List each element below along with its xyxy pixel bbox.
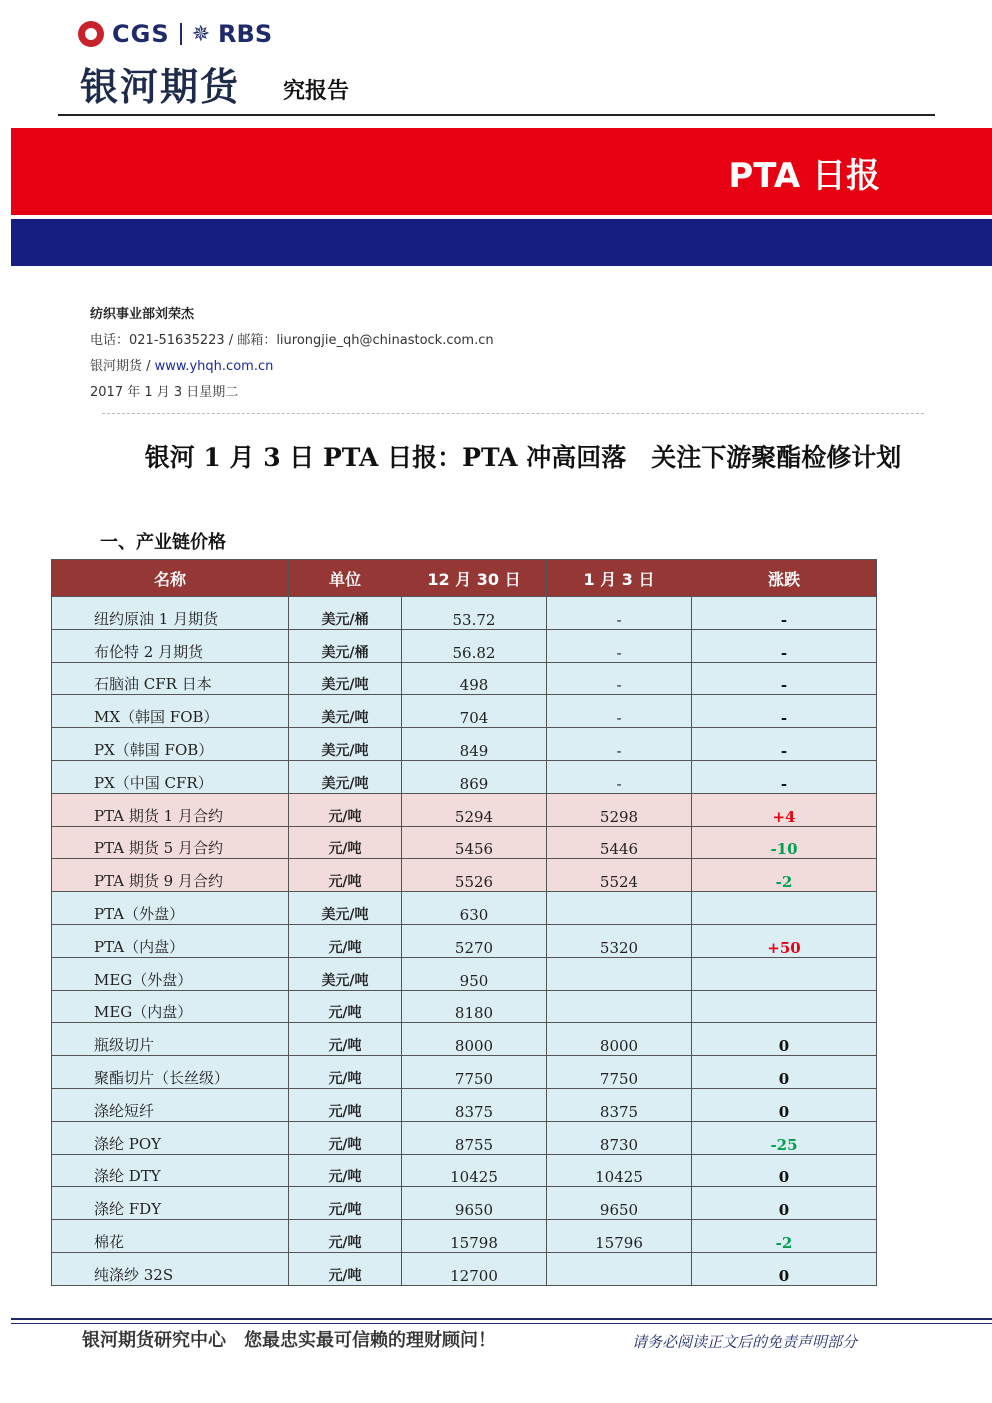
cell-change: 0 xyxy=(692,1023,877,1056)
table-row xyxy=(52,1023,877,1056)
cell-change: - xyxy=(692,728,877,761)
cell-name: PTA 期货 9 月合约 xyxy=(52,859,289,892)
cell-name: 涤纶 POY xyxy=(52,1121,289,1154)
cell-prev: 8000 xyxy=(402,1023,547,1056)
header-prev-date: 12 月 30 日 xyxy=(402,560,547,597)
cell-name: PTA 期货 5 月合约 xyxy=(52,826,289,859)
cell-curr xyxy=(547,1252,692,1285)
cell-unit: 元/吨 xyxy=(289,1220,402,1253)
header-divider xyxy=(58,114,935,116)
logo-divider xyxy=(180,23,182,45)
cell-curr xyxy=(547,892,692,925)
cell-curr: 15796 xyxy=(547,1220,692,1253)
table-row xyxy=(52,1121,877,1154)
table-row xyxy=(52,924,877,957)
cell-change: -25 xyxy=(692,1121,877,1154)
cell-unit: 美元/吨 xyxy=(289,760,402,793)
cell-curr: 8000 xyxy=(547,1023,692,1056)
table-body xyxy=(52,597,877,1286)
table-row xyxy=(52,1252,877,1285)
cell-curr: 5320 xyxy=(547,924,692,957)
cell-change xyxy=(692,990,877,1023)
cell-name: 棉花 xyxy=(52,1220,289,1253)
cell-name: 涤纶 DTY xyxy=(52,1154,289,1187)
cell-name: 石脑油 CFR 日本 xyxy=(52,662,289,695)
author-block xyxy=(90,302,494,406)
cell-unit: 元/吨 xyxy=(289,1154,402,1187)
cell-unit: 美元/吨 xyxy=(289,662,402,695)
header-change: 涨跌 xyxy=(692,560,877,597)
cell-curr: - xyxy=(547,662,692,695)
table-row xyxy=(52,1056,877,1089)
cell-curr: - xyxy=(547,597,692,630)
title-banner xyxy=(11,128,992,215)
cell-name: PX（韩国 FOB） xyxy=(52,728,289,761)
table-row xyxy=(52,629,877,662)
author-dept: 纺织事业部刘荣杰 xyxy=(90,307,195,322)
cell-name: 纽约原油 1 月期货 xyxy=(52,597,289,630)
cell-name: 聚酯切片（长丝级） xyxy=(52,1056,289,1089)
rbs-logo-icon: ✵ xyxy=(191,21,211,47)
cell-prev: 56.82 xyxy=(402,629,547,662)
banner-title: PTA 日报 xyxy=(728,156,880,196)
table-row xyxy=(52,859,877,892)
cell-name: 涤纶短纤 xyxy=(52,1088,289,1121)
footer-divider xyxy=(11,1318,992,1320)
report-date: 2017 年 1 月 3 日星期二 xyxy=(90,385,239,400)
cell-change: - xyxy=(692,662,877,695)
cell-change: - xyxy=(692,597,877,630)
cell-change: +4 xyxy=(692,793,877,826)
cell-unit: 美元/吨 xyxy=(289,728,402,761)
logo xyxy=(78,20,272,48)
cell-curr: - xyxy=(547,760,692,793)
footer-disclaimer: 请务必阅读正文后的免责声明部分 xyxy=(632,1333,858,1351)
header-unit: 单位 xyxy=(289,560,402,597)
header-curr-date: 1 月 3 日 xyxy=(547,560,692,597)
cell-prev: 7750 xyxy=(402,1056,547,1089)
cell-prev: 498 xyxy=(402,662,547,695)
cell-unit: 元/吨 xyxy=(289,1187,402,1220)
cell-curr: 7750 xyxy=(547,1056,692,1089)
table-row xyxy=(52,662,877,695)
cell-change xyxy=(692,957,877,990)
cell-curr: 5446 xyxy=(547,826,692,859)
cell-change: - xyxy=(692,760,877,793)
table-row xyxy=(52,1088,877,1121)
cell-curr: 10425 xyxy=(547,1154,692,1187)
cell-change: 0 xyxy=(692,1154,877,1187)
cell-unit: 美元/桶 xyxy=(289,597,402,630)
cell-change: -2 xyxy=(692,859,877,892)
table-row xyxy=(52,597,877,630)
cell-unit: 元/吨 xyxy=(289,990,402,1023)
cell-unit: 美元/吨 xyxy=(289,892,402,925)
report-type: 究报告 xyxy=(283,79,350,104)
cell-unit: 元/吨 xyxy=(289,826,402,859)
cell-name: 瓶级切片 xyxy=(52,1023,289,1056)
cell-change: +50 xyxy=(692,924,877,957)
cell-curr: - xyxy=(547,695,692,728)
cell-curr: - xyxy=(547,629,692,662)
table-row xyxy=(52,892,877,925)
website-link[interactable]: www.yhqh.com.cn xyxy=(154,359,274,374)
dashed-divider xyxy=(102,413,924,414)
cell-unit: 元/吨 xyxy=(289,1088,402,1121)
cell-name: PX（中国 CFR） xyxy=(52,760,289,793)
table-row xyxy=(52,793,877,826)
footer-divider-thin xyxy=(11,1323,992,1324)
table-row xyxy=(52,957,877,990)
author-site-line xyxy=(90,354,494,380)
cell-change xyxy=(692,892,877,925)
cell-prev: 5294 xyxy=(402,793,547,826)
banner-stripe xyxy=(11,219,992,266)
cell-change: 0 xyxy=(692,1252,877,1285)
cell-change: -2 xyxy=(692,1220,877,1253)
logo-rbs-text: RBS xyxy=(218,20,273,48)
table-row xyxy=(52,695,877,728)
cgs-logo-icon xyxy=(78,21,104,47)
cell-name: PTA 期货 1 月合约 xyxy=(52,793,289,826)
cell-prev: 8755 xyxy=(402,1121,547,1154)
cell-unit: 元/吨 xyxy=(289,1056,402,1089)
cell-change: 0 xyxy=(692,1056,877,1089)
cell-name: 纯涤纱 32S xyxy=(52,1252,289,1285)
cell-prev: 8180 xyxy=(402,990,547,1023)
table-row xyxy=(52,826,877,859)
cell-change: -10 xyxy=(692,826,877,859)
cell-name: MEG（外盘） xyxy=(52,957,289,990)
cell-curr: 5298 xyxy=(547,793,692,826)
cell-curr xyxy=(547,957,692,990)
cell-prev: 869 xyxy=(402,760,547,793)
table-row xyxy=(52,728,877,761)
cell-prev: 9650 xyxy=(402,1187,547,1220)
table-row xyxy=(52,760,877,793)
cell-unit: 元/吨 xyxy=(289,924,402,957)
cell-prev: 5456 xyxy=(402,826,547,859)
cell-curr xyxy=(547,990,692,1023)
cell-prev: 5270 xyxy=(402,924,547,957)
cell-prev: 950 xyxy=(402,957,547,990)
cell-curr: - xyxy=(547,728,692,761)
price-table xyxy=(51,559,877,1286)
cell-unit: 元/吨 xyxy=(289,859,402,892)
cell-curr: 8730 xyxy=(547,1121,692,1154)
cell-unit: 美元/桶 xyxy=(289,629,402,662)
cell-name: MEG（内盘） xyxy=(52,990,289,1023)
cell-name: 涤纶 FDY xyxy=(52,1187,289,1220)
cell-name: PTA（内盘） xyxy=(52,924,289,957)
table-header-row xyxy=(52,560,877,597)
table-row xyxy=(52,1220,877,1253)
cell-prev: 8375 xyxy=(402,1088,547,1121)
cell-change: 0 xyxy=(692,1187,877,1220)
header-name: 名称 xyxy=(52,560,289,597)
cell-unit: 元/吨 xyxy=(289,1023,402,1056)
cell-prev: 15798 xyxy=(402,1220,547,1253)
cell-prev: 849 xyxy=(402,728,547,761)
cell-unit: 美元/吨 xyxy=(289,957,402,990)
cell-prev: 10425 xyxy=(402,1154,547,1187)
table-row xyxy=(52,1187,877,1220)
cell-prev: 12700 xyxy=(402,1252,547,1285)
cell-prev: 53.72 xyxy=(402,597,547,630)
footer-slogan: 银河期货研究中心 您最忠实最可信赖的理财顾问！ xyxy=(82,1330,496,1351)
table-row xyxy=(52,1154,877,1187)
cell-change: - xyxy=(692,629,877,662)
cell-name: 布伦特 2 月期货 xyxy=(52,629,289,662)
section-heading: 一、产业链价格 xyxy=(100,532,226,553)
cell-name: PTA（外盘） xyxy=(52,892,289,925)
logo-cgs-text: CGS xyxy=(112,20,170,48)
report-headline: 银河 1 月 3 日 PTA 日报：PTA 冲高回落 关注下游聚酯检修计划 xyxy=(144,443,902,472)
cell-unit: 元/吨 xyxy=(289,793,402,826)
author-contact: 电话：021-51635223 / 邮箱：liurongjie_qh@chinastock.com.cn xyxy=(90,333,494,348)
cell-curr: 9650 xyxy=(547,1187,692,1220)
cell-unit: 美元/吨 xyxy=(289,695,402,728)
cell-curr: 8375 xyxy=(547,1088,692,1121)
cell-change: 0 xyxy=(692,1088,877,1121)
cell-unit: 元/吨 xyxy=(289,1252,402,1285)
site-prefix: 银河期货 / xyxy=(90,359,155,374)
cell-prev: 704 xyxy=(402,695,547,728)
cell-name: MX（韩国 FOB） xyxy=(52,695,289,728)
cell-curr: 5524 xyxy=(547,859,692,892)
cell-prev: 5526 xyxy=(402,859,547,892)
cell-unit: 元/吨 xyxy=(289,1121,402,1154)
company-name: 银河期货 xyxy=(80,65,241,109)
table-row xyxy=(52,990,877,1023)
cell-change: - xyxy=(692,695,877,728)
cell-prev: 630 xyxy=(402,892,547,925)
